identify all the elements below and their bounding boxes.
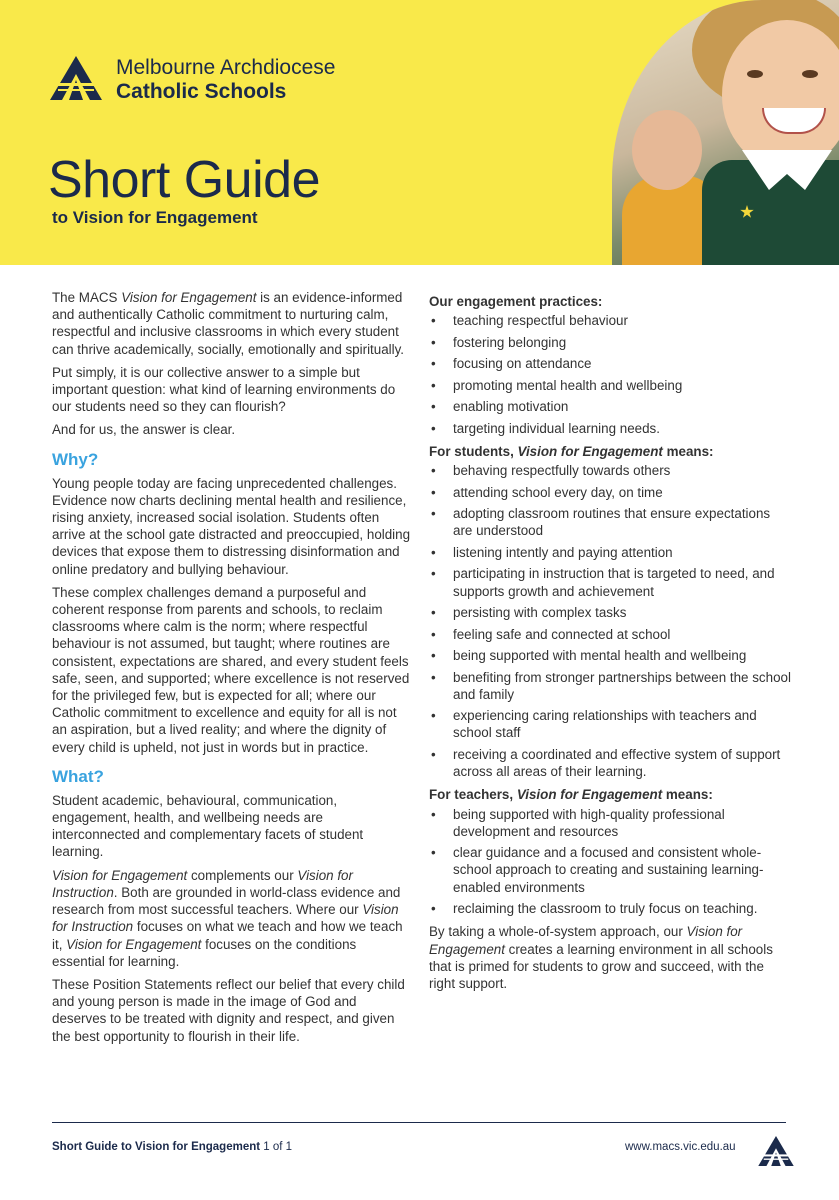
right-column [429,289,791,998]
list-item: • experiencing caring relationships with teachers and school staff [429,707,791,741]
teachers-heading [429,786,791,803]
paragraph: And for us, the answer is clear. [52,422,236,438]
footer-doc-title: Short Guide to Vision for Engagement [52,1141,261,1153]
website-link[interactable]: www.macs.vic.edu.au [625,1141,736,1153]
emphasis: Vision for Engagement [516,787,663,803]
text-run: focuses on what we teach and how we teach it, [52,919,403,952]
photo-shape [722,20,839,170]
logo-line-2: Catholic Schools [116,80,287,103]
list-item: • listening intently and paying attention [429,544,791,561]
list-item: • being supported with high-quality professional development and resources [429,806,791,840]
list-item: • persisting with complex tasks [429,604,791,621]
macs-logo-icon [758,1136,794,1171]
list-item: • focusing on attendance [429,355,791,372]
list-item: • reclaiming the classroom to truly focus on teaching. [429,900,791,917]
students-heading [429,443,791,460]
emphasis: Vision for Instruction [52,902,399,935]
list-item: • being supported with mental health and wellbeing [429,647,791,664]
footer-divider [52,1122,786,1123]
emphasis: Vision for Engagement [517,443,663,459]
teachers-list [429,806,791,918]
closing-paragraph [429,923,791,992]
list-item: • feeling safe and connected at school [429,626,791,643]
emphasis: Vision for Instruction [52,867,353,900]
text-run: The MACS [52,290,122,305]
footer-title [52,1141,292,1153]
photo-shape [802,70,818,78]
text-run: means: [662,787,713,803]
text-run: creates a learning environment in all schools that is primed for students to grow and succeed, with the right support. [429,941,773,991]
text-run: focuses on the conditions essential for learning. [52,936,357,969]
text-run: is an evidence-informed and authentically Catholic commitment to nurturing calm, respectful and inclusive classrooms in which every student can thrive academically, socially, emotionally and spiritually. [52,290,405,357]
paragraph [52,867,412,970]
what-heading: What? [52,766,104,786]
list-item: • receiving a coordinated and effective system of support across all areas of their learning. [429,746,791,780]
paragraph: These complex challenges demand a purposeful and coherent response from parents and schools, to reclaim classrooms where calm is the norm; where respectful behaviour is not assumed, but taught; where routines are consistent, expectations are shared, and every student feels safe, seen, and supported; where excellence is not reserved for the privileged few, but is expected for all; where our Catholic commitment to excellence and equity for all is not an aspiration, but a lived reality; and where the dignity of every child is upheld, not just in words but in practice. [52,584,410,755]
list-item: • behaving respectfully towards others [429,462,791,479]
macs-logo-icon [50,56,102,100]
left-column [52,289,412,1051]
text-run: For students, [429,443,518,459]
list-item: • teaching respectful behaviour [429,312,791,329]
text-run: complements our [187,867,298,883]
text-run: By taking a whole-of-system approach, our [429,924,687,940]
emphasis: Vision for Engagement [52,867,188,883]
list-item: • enabling motivation [429,398,791,415]
list-item: • targeting individual learning needs. [429,420,791,437]
emphasis: Vision for Engagement [121,290,257,305]
paragraph: Student academic, behavioural, communication, engagement, health, and wellbeing needs are interconnected and complementary facets of student learning. [52,792,364,860]
organisation-name [116,56,335,104]
why-heading: Why? [52,449,99,469]
intro-paragraph [52,289,412,358]
emphasis: Vision for Engagement [429,924,743,957]
logo-line-1: Melbourne Archdiocese [116,56,336,79]
paragraph: Put simply, it is our collective answer to a simple but important question: what kind of learning environments do our students need so they can flourish? [52,364,396,415]
page-number: 1 of 1 [263,1141,293,1153]
text-run: For teachers, [429,787,517,803]
text-run: . Both are grounded in world-class evidence and research from most successful teachers. Where our [52,884,401,918]
list-item: • adopting classroom routines that ensure expectations are understood [429,505,791,539]
list-item: • promoting mental health and wellbeing [429,377,791,394]
photo-shape [747,70,763,78]
emphasis: Vision for Engagement [66,936,202,952]
header-banner [0,0,839,265]
list-item: • fostering belonging [429,334,791,351]
practices-heading: Our engagement practices: [429,294,603,309]
students-photo [612,0,839,265]
paragraph: These Position Statements reflect our belief that every child and young person is made in the image of God and deserves to be treated with dignity and respect, and given the best opportunity to flourish in their life. [52,976,405,1044]
list-item: • clear guidance and a focused and consistent whole-school approach to creating and sustaining learning-enabled environments [429,844,791,896]
students-list [429,462,791,780]
list-item: • attending school every day, on time [429,484,791,501]
list-item: • participating in instruction that is targeted to need, and supports growth and achievement [429,565,791,599]
page-title: Short Guide [48,151,320,209]
list-item: • benefiting from stronger partnerships between the school and family [429,669,791,703]
paragraph: Young people today are facing unprecedented challenges. Evidence now charts declining mental health and resilience, rising anxiety, increased social isolation. Students often arrive at the school gate distracted and preoccupied, holding devices that expose them to distressing disinformation and online predatory and bullying behaviour. [52,475,411,577]
text-run: means: [662,443,714,459]
practices-list [429,312,791,437]
photo-shape [632,110,702,190]
page-subtitle: to Vision for Engagement [52,208,258,227]
